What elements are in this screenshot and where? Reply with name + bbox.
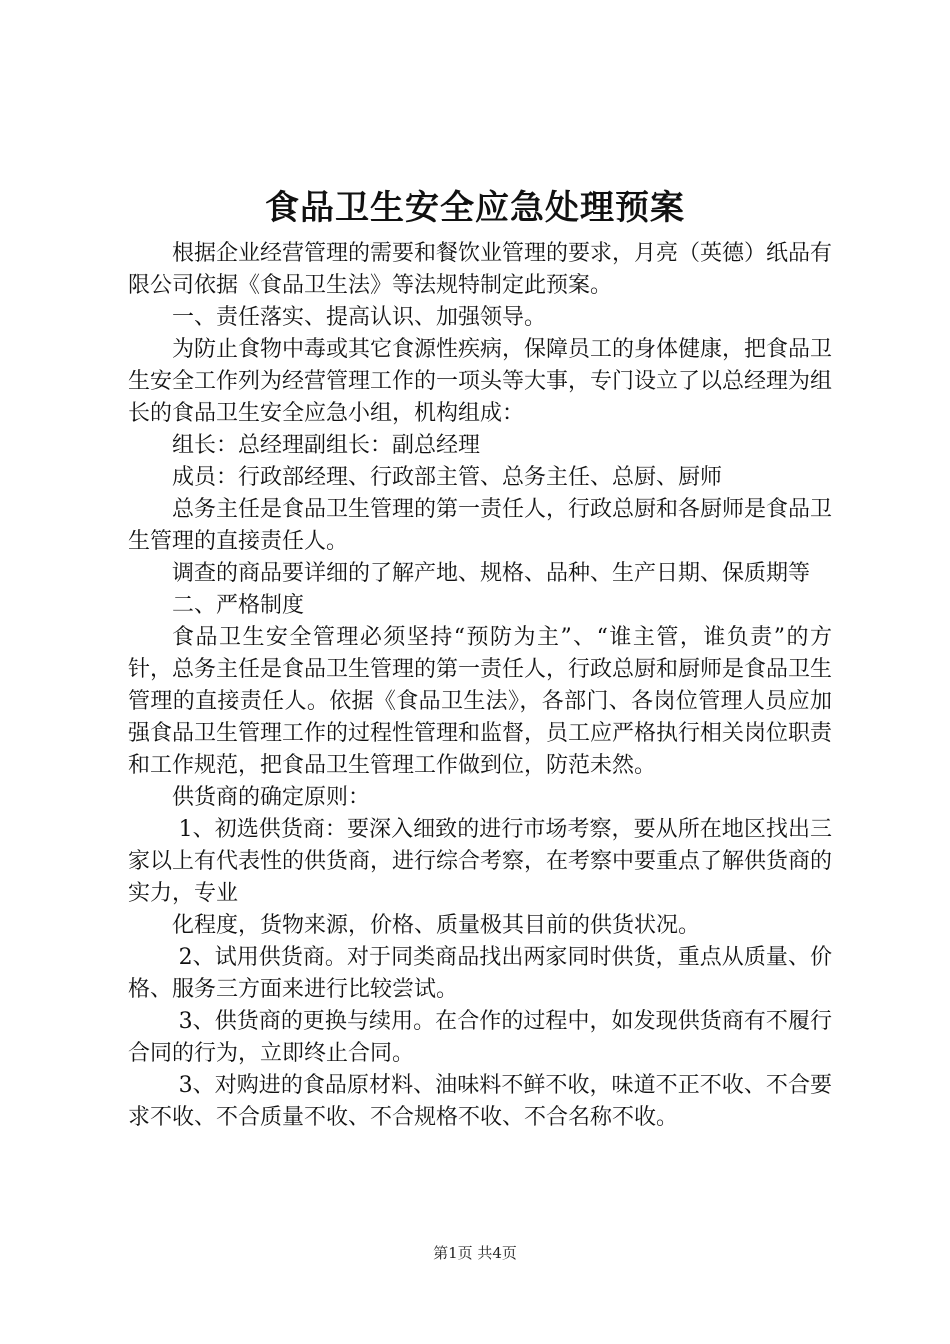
list-item-purchase-inspection: 3、对购进的食品原材料、油味料不鲜不收，味道不正不收、不合要求不收、不合质量不收、不合规格不收、不合名称不收。: [128, 1073, 832, 1130]
paragraph-members: 成员：行政部经理、行政部主管、总务主任、总厨、厨师: [172, 465, 723, 490]
list-item-supplier-selection: 1、初选供货商：要深入细致的进行市场考察，要从所在地区找出三家以上有代表性的供货商，进行综合考察，在考察中要重点了解供货商的实力，专业: [128, 817, 833, 906]
paragraph-purpose: 为防止食物中毒或其它食源性疾病，保障员工的身体健康，把食品卫生安全工作列为经营管理工作的一项头等大事，专门设立了以总经理为组长的食品卫生安全应急小组，机构组成：: [128, 337, 833, 426]
paragraph-leaders: 组长：总经理副组长：副总经理: [172, 433, 481, 458]
list-item-supplier-renewal: 3、供货商的更换与续用。在合作的过程中，如发现供货商有不履行合同的行为，立即终止合同。: [128, 1009, 832, 1066]
paragraph-responsibility: 总务主任是食品卫生管理的第一责任人，行政总厨和各厨师是食品卫生管理的直接责任人。: [128, 497, 833, 554]
paragraph-supplier-selection-cont: 化程度，货物来源，价格、质量极其目前的供货状况。: [172, 913, 701, 938]
paragraph-investigation: 调查的商品要详细的了解产地、规格、品种、生产日期、保质期等: [172, 561, 811, 586]
page-indicator: 第1页 共4页: [433, 1244, 517, 1262]
section-heading-1: 一、责任落实、提高认识、加强领导。: [172, 305, 547, 330]
document-body: [128, 238, 832, 1134]
paragraph-intro: 根据企业经营管理的需要和餐饮业管理的要求，月亮（英德）纸品有限公司依据《食品卫生法》等法规特制定此预案。: [128, 241, 833, 298]
paragraph-policy: 食品卫生安全管理必须坚持“预防为主”、“谁主管，谁负责”的方针，总务主任是食品卫生管理的第一责任人，行政总厨和厨师是食品卫生管理的直接责任人。依据《食品卫生法》，各部门、各岗位管理人员应加强食品卫生管理工作的过程性管理和监督，员工应严格执行相关岗位职责和工作规范，把食品卫生管理工作做到位，防范未然。: [128, 625, 833, 778]
section-heading-2: 二、严格制度: [172, 593, 305, 618]
document-title: 食品卫生安全应急处理预案: [265, 188, 685, 228]
list-item-supplier-trial: 2、试用供货商。对于同类商品找出两家同时供货，重点从质量、价格、服务三方面来进行比较尝试。: [128, 945, 832, 1002]
paragraph-supplier-principles: 供货商的确定原则：: [172, 785, 371, 810]
